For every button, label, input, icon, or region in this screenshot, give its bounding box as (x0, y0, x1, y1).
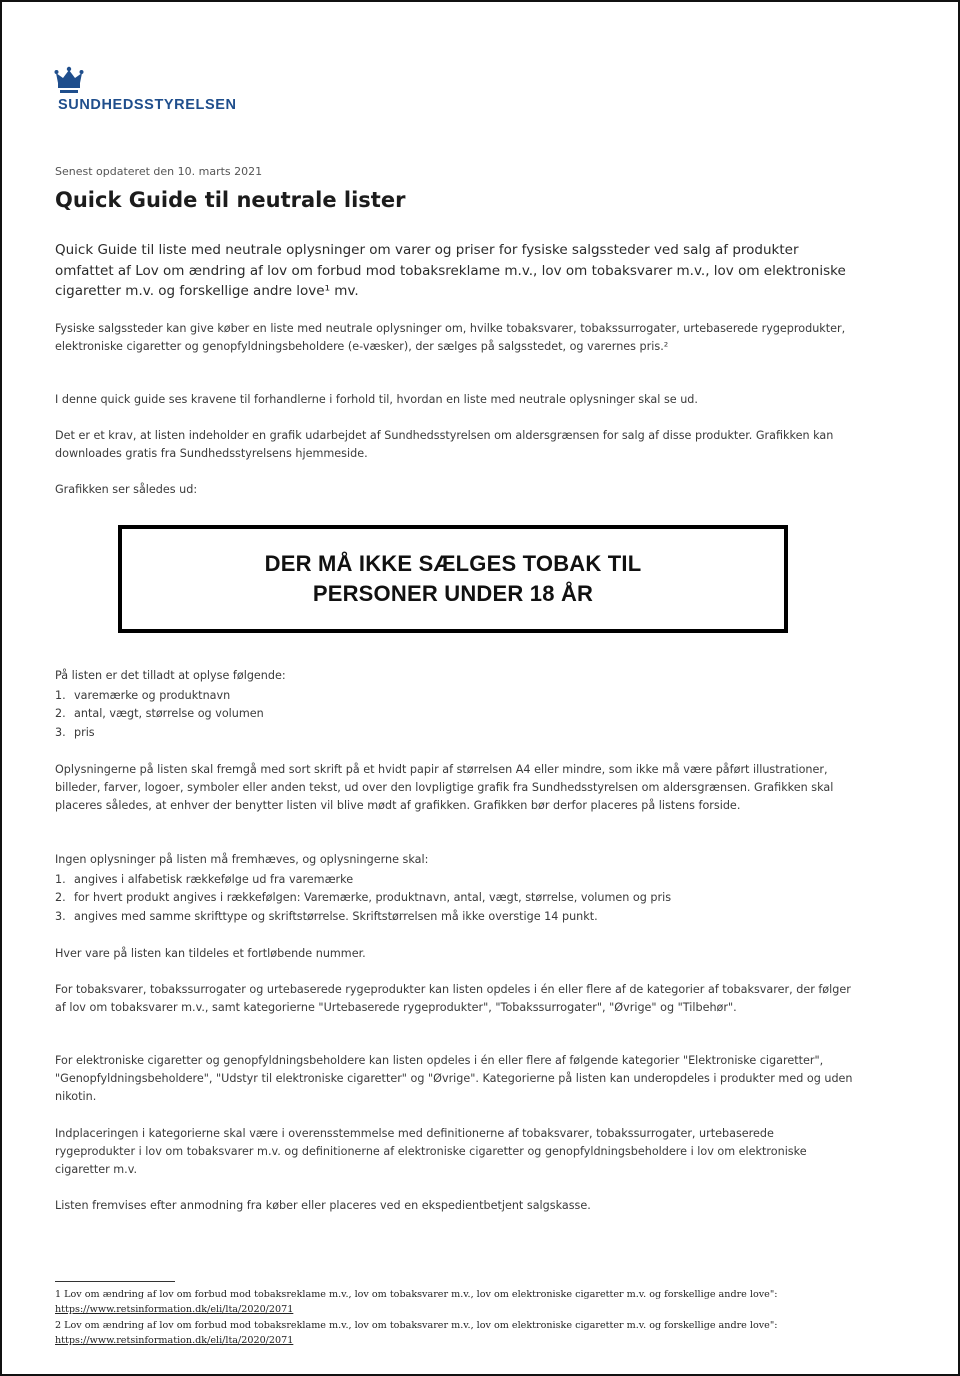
paragraph-1: Fysiske salgssteder kan give køber en liste med neutrale oplysninger om, hvilke tobaksvarer, tobakssurrogater, urtebaserede rygeprodukter, elektroniske cigaretter og genopfyldningsbeholdere (e-væsker), der sælges på salgsstedet, og varernes pris.² (55, 322, 846, 353)
footnote-1: 1 Lov om ændring af lov om forbud mod tobaksreklame m.v., lov om tobaksvarer m.v., lov om elektroniske cigaretter m.v. og forskellige andre love": https://www.retsinformation.dk/eli/lta/2020/2071 (55, 1287, 855, 1317)
list-item: 2. antal, vægt, størrelse og volumen (55, 707, 264, 721)
paragraph-12: Listen fremvises efter anmodning fra køber eller placeres ved en ekspedientbetjent salgskasse. (55, 1199, 591, 1212)
footnote-2: 2 Lov om ændring af lov om forbud mod tobaksreklame m.v., lov om tobaksvarer m.v., lov om elektroniske cigaretter m.v. og forskellige andre love": https://www.retsinformation.dk/eli/lta/2020/2071 (55, 1318, 855, 1348)
list-item: 3. angives med samme skrifttype og skriftstørrelse. Skriftstørrelsen må ikke overstige 14 punkt. (55, 909, 598, 923)
paragraph-3: Det er et krav, at listen indeholder en grafik udarbejdet af Sundhedsstyrelsen om aldersgrænsen for salg af disse produkter. Grafikken kan downloades gratis fra Sundhedsstyrelsens hjemmeside. (55, 429, 834, 460)
age-limit-graphic (118, 525, 788, 633)
list-item: 2. for hvert produkt angives i rækkefølgen: Varemærke, produktnavn, antal, vægt, størrelse, volumen og pris (55, 891, 672, 905)
list-item: 3. pris (55, 725, 95, 739)
page-title: Quick Guide til neutrale lister (55, 188, 406, 212)
paragraph-5: På listen er det tilladt at oplyse følgende: (55, 669, 286, 682)
footnote-1-link[interactable]: https://www.retsinformation.dk/eli/lta/2020/2071 (55, 1304, 294, 1315)
age-limit-line-2: PERSONER UNDER 18 ÅR (312, 581, 594, 606)
intro-paragraph: Quick Guide til liste med neutrale oplysninger om varer og priser for fysiske salgssteder ved salg af produkter omfattet af Lov om ændring af lov om forbud mod tobaksreklame m.v., lov om tobaksvarer m.v., lov om elektroniske cigaretter m.v. og forskellige andre love¹ mv. (55, 242, 846, 299)
allowed-info-list (55, 687, 855, 742)
paragraph-10: For elektroniske cigaretter og genopfyldningsbeholdere kan listen opdeles i én eller flere af følgende kategorier "Elektroniske cigaretter", "Genopfyldningsbeholdere", "Udstyr til elektroniske cigaretter" og "Øvrige". Kategorierne på listen kan underopdeles i produkter med og uden nikotin. (55, 1054, 853, 1103)
list-item: 1. varemærke og produktnavn (55, 689, 231, 702)
paragraph-7: Ingen oplysninger på listen må fremhæves, og oplysningerne skal: (55, 853, 429, 866)
paragraph-9: For tobaksvarer, tobakssurrogater og urtebaserede rygeprodukter kan listen opdeles i én eller flere af de kategorier af tobaksvarer, der følger af lov om tobaksvarer m.v., samt kategorierne "Urtebaserede rygeprodukter", "Tobakssurrogater", "Øvrige" og "Tilbehør". (55, 983, 851, 1014)
footnote-divider (55, 1281, 175, 1282)
age-limit-line-1: DER MÅ IKKE SÆLGES TOBAK TIL (264, 551, 642, 576)
paragraph-4: Grafikken ser således ud: (55, 483, 198, 496)
list-item: 1. angives i alfabetisk rækkefølge ud fra varemærke (55, 873, 354, 886)
paragraph-11: Indplaceringen i kategorierne skal være i overensstemmelse med definitionerne af tobaksvarer, tobakssurrogater, urtebaserede rygeprodukter i lov om tobaksvarer m.v. og definitionerne af elektroniske cigaretter og genopfyldningsbeholdere i lov om elektroniske cigaretter m.v. (55, 1127, 807, 1176)
requirements-list (55, 871, 855, 926)
paragraph-8: Hver vare på listen kan tildeles et fortløbende nummer. (55, 947, 366, 960)
footnote-2-link[interactable]: https://www.retsinformation.dk/eli/lta/2020/2071 (55, 1335, 294, 1346)
paragraph-2: I denne quick guide ses kravene til forhandlerne i forhold til, hvordan en liste med neutrale oplysninger skal se ud. (55, 393, 698, 406)
updated-date: Senest opdateret den 10. marts 2021 (55, 165, 263, 178)
paragraph-6: Oplysningerne på listen skal fremgå med sort skrift på et hvidt papir af størrelsen A4 eller mindre, som ikke må være påført illustrationer, billeder, farver, logoer, symboler eller anden tekst, ud over den lovpligtige grafik fra Sundhedsstyrelsen om aldersgrænsen. Grafikken skal placeres således, at enhver der benytter listen vil blive mødt af grafikken. Grafikken bør derfor placeres på listens forside. (55, 763, 834, 812)
crown-icon (54, 66, 84, 100)
logo-text: SUNDHEDSSTYRELSEN (58, 97, 237, 113)
